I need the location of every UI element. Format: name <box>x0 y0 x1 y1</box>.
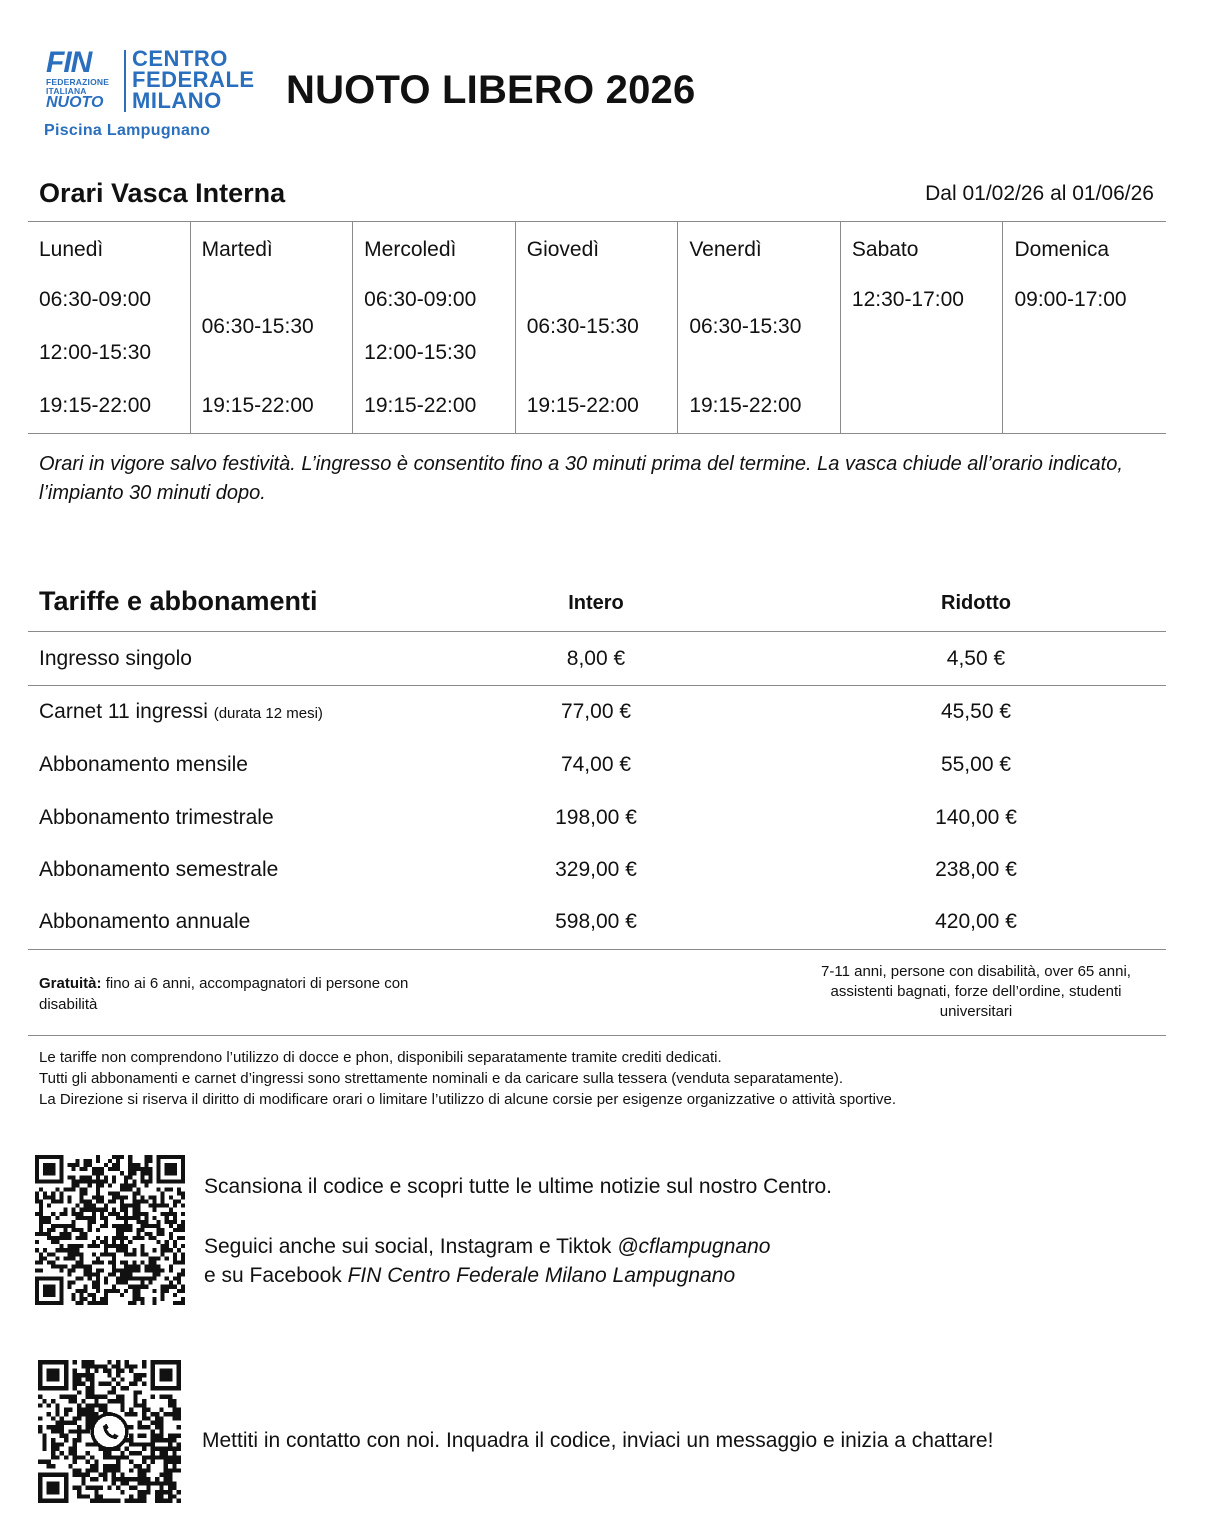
facebook-name[interactable]: FIN Centro Federale Milano Lampugnano <box>347 1264 736 1287</box>
day-name: Venerdì <box>689 238 762 261</box>
day-name: Mercoledì <box>364 238 457 261</box>
fin-nuoto-text: NUOTO <box>46 94 104 111</box>
fin-logo-text: FIN <box>46 46 92 79</box>
price-intero: 77,00 € <box>560 700 632 723</box>
terms-note: La Direzione si riserva il diritto di modificare orari o limitare l’utilizzo di alcune corsie per esigenze organizzative o attività sportive. <box>39 1091 897 1108</box>
terms-notes <box>39 1047 1159 1110</box>
day-name: Lunedì <box>39 238 104 261</box>
day-column-venerdi <box>678 222 841 433</box>
whatsapp-qr-icon[interactable] <box>38 1360 181 1503</box>
whatsapp-text: Mettiti in contatto con noi. Inquadra il codice, inviaci un messaggio e inizia a chattare! <box>202 1429 994 1452</box>
day-column-lunedi <box>28 222 191 433</box>
day-column-sabato <box>841 222 1004 433</box>
day-name: Martedì <box>201 238 273 261</box>
terms-note: Le tariffe non comprendono l’utilizzo di docce e phon, disponibili separatamente tramite crediti dedicati. <box>39 1049 722 1066</box>
day-column-domenica <box>1003 222 1166 433</box>
schedule-note: Orari in vigore salvo festività. L’ingresso è consentito fino a 30 minuti prima del termine. La vasca chiude all’orario indicato, l’impianto 30 minuti dopo. <box>39 453 1123 504</box>
piscina-lampugnano: Piscina Lampugnano <box>44 122 211 139</box>
time-slot: 06:30-09:00 <box>39 288 152 311</box>
day-name: Domenica <box>1014 238 1110 261</box>
price-ridotto: 140,00 € <box>935 806 1017 829</box>
schedule-title: Orari Vasca Interna <box>39 178 286 208</box>
fin-mark <box>46 46 120 112</box>
centro-federale-milano <box>132 48 255 111</box>
schedule-header <box>28 170 1166 222</box>
price-label: Ingresso singolo <box>39 647 192 670</box>
time-slot: 19:15-22:00 <box>201 394 314 417</box>
price-row <box>28 686 1166 739</box>
time-slot: 19:15-22:00 <box>689 394 802 417</box>
divider <box>28 1035 1166 1036</box>
reduced-eligibility-note: 7-11 anni, persone con disabilità, over 65 anni, assistenti bagnati, forze dell’ordine, studenti universitari <box>821 963 1131 1020</box>
price-intero: 598,00 € <box>555 910 637 933</box>
price-row <box>28 792 1166 845</box>
qr-code-icon[interactable] <box>35 1155 185 1305</box>
price-ridotto: 4,50 € <box>946 647 1006 670</box>
terms-note: Tutti gli abbonamenti e carnet d’ingressi sono strettamente nominali e da caricare sulla tessera (venduta separatamente). <box>39 1070 844 1087</box>
fin-italiana-text: ITALIANA <box>46 86 87 96</box>
page-title: NUOTO LIBERO 2026 <box>286 68 696 112</box>
time-slot: 12:30-17:00 <box>851 288 964 311</box>
header <box>44 48 1164 144</box>
free-entry-text: fino ai 6 anni, accompagnatori di persone con disabilità <box>39 975 409 1013</box>
social-text <box>204 1232 770 1290</box>
time-slot: 06:30-15:30 <box>526 315 639 338</box>
time-slot: 06:30-15:30 <box>201 315 314 338</box>
price-ridotto: 55,00 € <box>940 753 1012 776</box>
social-handle[interactable]: @cflampugnano <box>617 1235 771 1258</box>
divider <box>28 949 1166 950</box>
prices-header <box>28 578 1166 632</box>
schedule-table <box>28 222 1166 434</box>
price-label: Abbonamento annuale <box>39 910 251 933</box>
price-row <box>28 896 1166 949</box>
day-column-martedi <box>191 222 354 433</box>
social-prefix: Seguici anche sui social, Instagram e Tiktok <box>204 1235 618 1258</box>
price-ridotto: 420,00 € <box>935 910 1017 933</box>
time-slot: 12:00-15:30 <box>39 341 152 364</box>
logo-divider <box>124 50 126 112</box>
time-slot: 19:15-22:00 <box>526 394 639 417</box>
price-intero: 198,00 € <box>555 806 637 829</box>
centro-line-2: FEDERALE <box>132 67 255 92</box>
day-name: Sabato <box>851 238 919 261</box>
free-entry-note <box>39 973 419 1015</box>
facebook-prefix: e su Facebook <box>204 1264 348 1287</box>
price-intero: 8,00 € <box>566 647 626 670</box>
time-slot: 12:00-15:30 <box>364 341 477 364</box>
column-header-ridotto: Ridotto <box>941 592 1011 614</box>
price-row <box>28 739 1166 792</box>
price-intero: 329,00 € <box>555 858 637 881</box>
time-slot: 06:30-15:30 <box>689 315 802 338</box>
time-slot: 06:30-09:00 <box>364 288 477 311</box>
price-label: Abbonamento semestrale <box>39 858 279 881</box>
price-ridotto: 45,50 € <box>940 700 1012 723</box>
column-header-intero: Intero <box>568 592 624 614</box>
fin-logo <box>44 48 262 144</box>
time-slot: 19:15-22:00 <box>39 394 152 417</box>
day-column-giovedi <box>516 222 679 433</box>
fin-federazione-text: FEDERAZIONE <box>46 77 110 87</box>
day-column-mercoledi <box>353 222 516 433</box>
price-intero: 74,00 € <box>560 753 632 776</box>
price-label-sub: (durata 12 mesi) <box>213 705 323 722</box>
price-row <box>28 844 1166 897</box>
price-label: Carnet 11 ingressi (durata 12 mesi) <box>39 700 323 723</box>
schedule-dates: Dal 01/02/26 al 01/06/26 <box>925 182 1154 205</box>
price-label: Abbonamento trimestrale <box>39 806 274 829</box>
time-slot: 09:00-17:00 <box>1014 288 1127 311</box>
price-ridotto: 238,00 € <box>935 858 1017 881</box>
centro-line-1: CENTRO <box>132 46 228 71</box>
price-row <box>28 633 1166 686</box>
centro-line-3: MILANO <box>132 88 222 113</box>
free-entry-label: Gratuità: <box>39 975 102 992</box>
price-label: Abbonamento mensile <box>39 753 248 776</box>
qr-scan-text: Scansiona il codice e scopri tutte le ultime notizie sul nostro Centro. <box>204 1175 832 1198</box>
day-name: Giovedì <box>526 238 600 261</box>
prices-title: Tariffe e abbonamenti <box>39 586 318 616</box>
time-slot: 19:15-22:00 <box>364 394 477 417</box>
